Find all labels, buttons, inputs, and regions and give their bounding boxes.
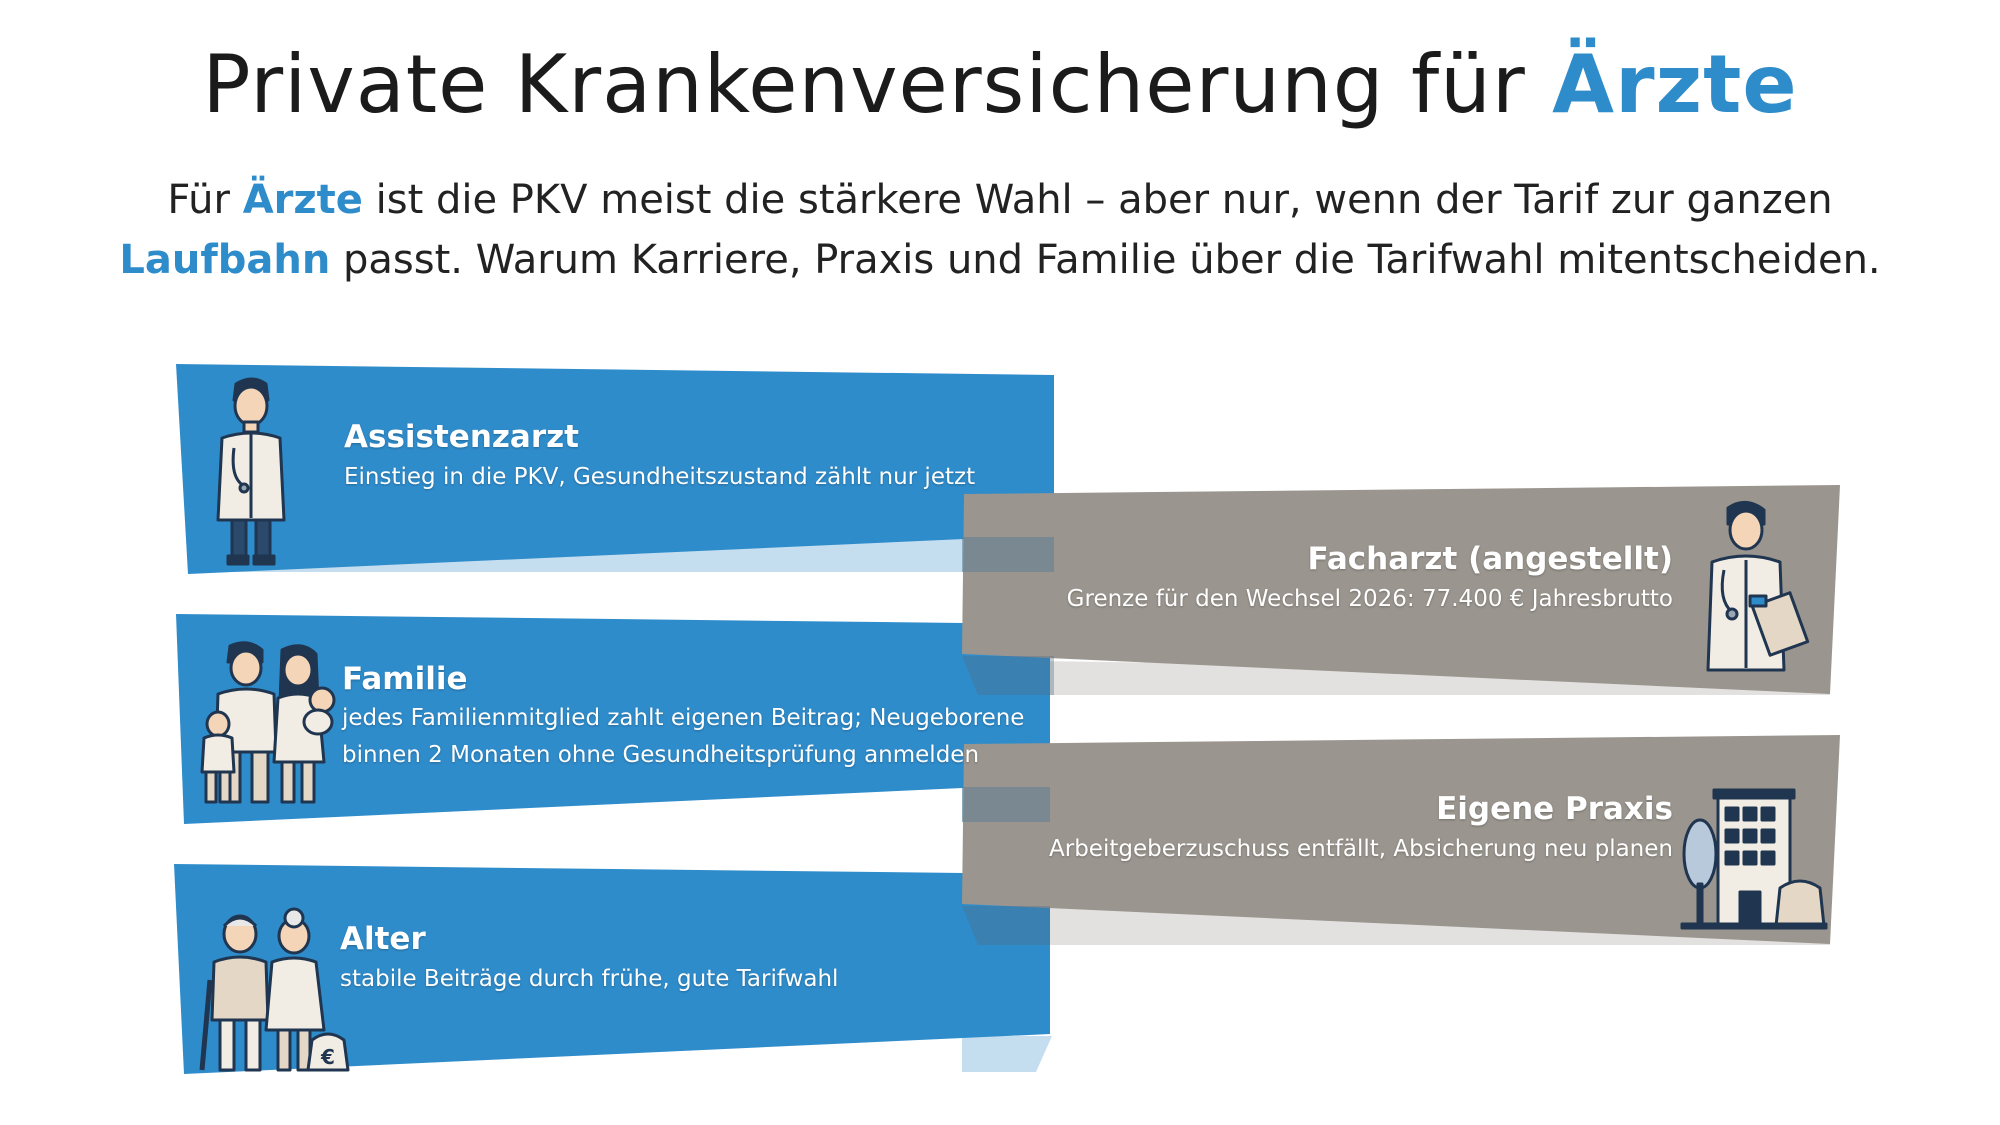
subtitle-line2-post: passt. Warum Karriere, Praxis und Familie über die Tarifwahl mitentscheiden. (330, 237, 1881, 283)
title-accent: Ärzte (1552, 38, 1798, 131)
praxis-description: Arbeitgeberzuschuss entfällt, Absicherung neu planen (1049, 836, 1673, 862)
familie-title: Familie (342, 661, 468, 697)
subtitle-line1-accent: Ärzte (242, 177, 363, 223)
assistenzarzt-description: Einstieg in die PKV, Gesundheitszustand zählt nur jetzt (344, 464, 976, 490)
familie-description-line2: binnen 2 Monaten ohne Gesundheitsprüfung anmelden (342, 742, 980, 768)
svg-text:€: € (321, 1045, 335, 1069)
praxis-title: Eigene Praxis (1436, 791, 1673, 827)
title-prefix: Private Krankenversicherung für (202, 38, 1553, 131)
subtitle-line1-pre: Für (167, 177, 243, 223)
alter-description: stabile Beiträge durch frühe, gute Tarifwahl (340, 966, 839, 992)
facharzt-title: Facharzt (angestellt) (1307, 541, 1673, 577)
facharzt-description: Grenze für den Wechsel 2026: 77.400 € Jahresbrutto (1066, 586, 1673, 612)
subtitle-line1-post: ist die PKV meist die stärkere Wahl – aber nur, wenn der Tarif zur ganzen (362, 177, 1833, 223)
assistenzarzt-title: Assistenzarzt (344, 419, 579, 455)
subtitle-line2-accent: Laufbahn (119, 237, 331, 283)
alter-shadow-strip (962, 1036, 1052, 1072)
overlap-2 (962, 656, 1054, 695)
overlap-1 (962, 537, 1054, 572)
overlap-3 (962, 787, 1050, 822)
familie-description-line1: jedes Familienmitglied zahlt eigenen Beitrag; Neugeborene (342, 705, 1025, 731)
alter-title: Alter (340, 921, 426, 957)
